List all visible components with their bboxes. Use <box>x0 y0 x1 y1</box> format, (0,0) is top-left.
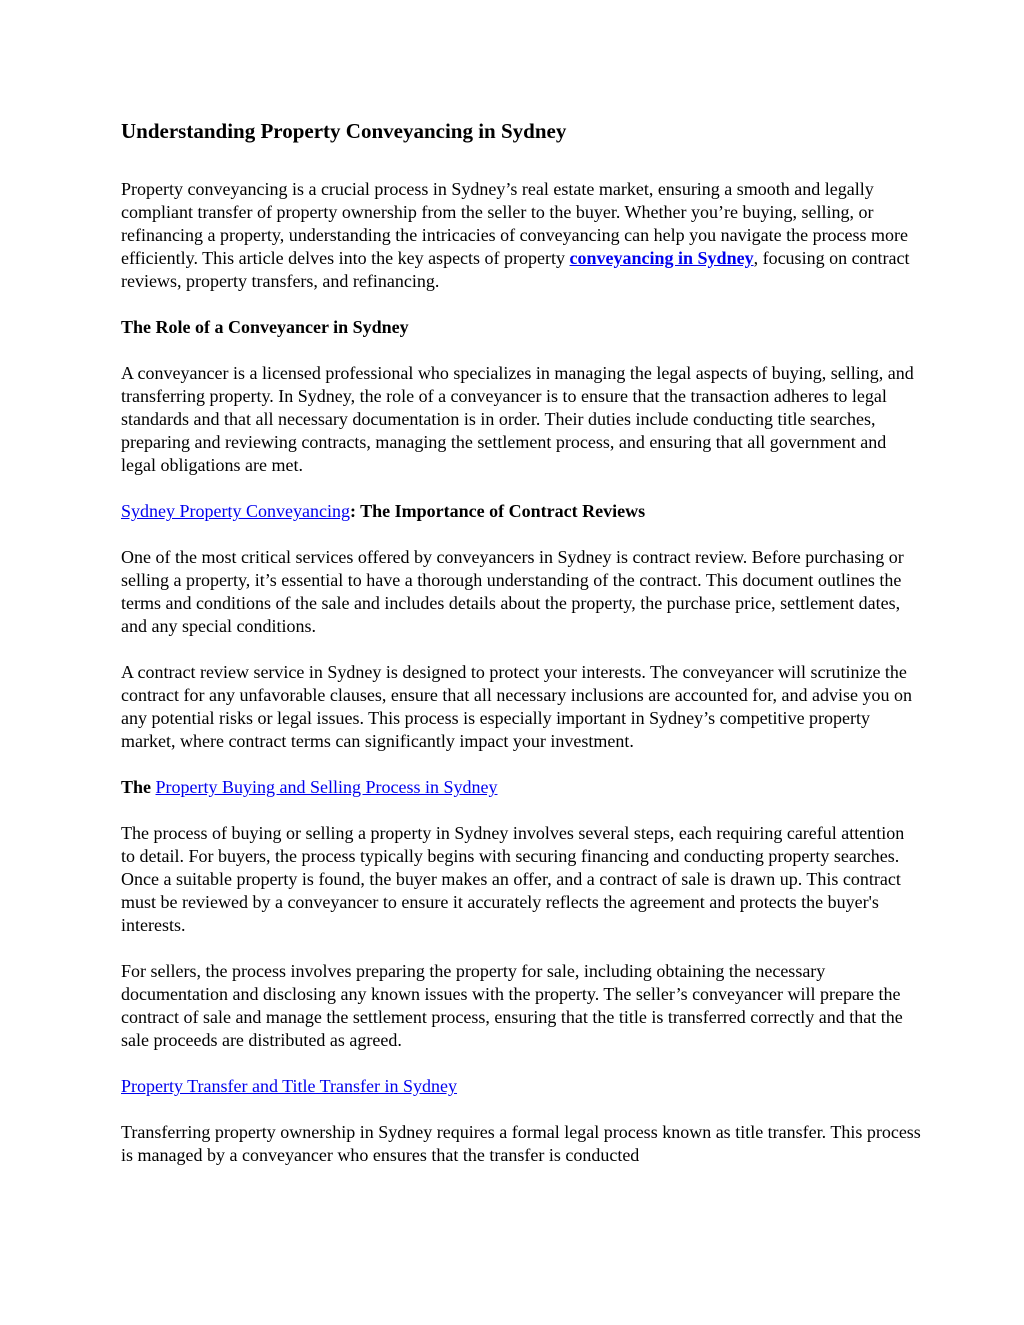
intro-paragraph <box>121 178 921 293</box>
buying-selling-process-link[interactable]: Property Buying and Selling Process in Sydney <box>155 777 498 797</box>
buying-paragraph-1: The process of buying or selling a property in Sydney involves several steps, each requiring careful attention to detail. For buyers, the process typically begins with securing financing and conducting property searches. Once a suitable property is found, the buyer makes an offer, and a contract of sale is drawn up. This contract must be reviewed by a conveyancer to ensure it accurately reflects the agreement and protects the buyer's interests. <box>121 823 905 935</box>
role-heading: The Role of a Conveyancer in Sydney <box>121 317 409 337</box>
buying-heading-prefix: The <box>121 777 156 797</box>
property-transfer-link[interactable]: Property Transfer and Title Transfer in Sydney <box>121 1076 458 1096</box>
role-paragraph: A conveyancer is a licensed professional who specializes in managing the legal aspects of buying, selling, and transferring property. In Sydney, the role of a conveyancer is to ensure that the transaction adheres to legal standards and that all necessary documentation is in order. Their duties include conducting title searches, preparing and reviewing contracts, managing the settlement process, and ensuring that all government and legal obligations are met. <box>121 363 914 475</box>
document-title: Understanding Property Conveyancing in Sydney <box>121 119 567 143</box>
contract-paragraph-2: A contract review service in Sydney is designed to protect your interests. The conveyancer will scrutinize the contract for any unfavorable clauses, ensure that all necessary inclusions are accounted for, and advise you on any potential risks or legal issues. This process is especially important in Sydney’s competitive property market, where contract terms can significantly impact your investment. <box>121 662 912 751</box>
contract-paragraph-1: One of the most critical services offered by conveyancers in Sydney is contract review. Before purchasing or selling a property, it’s essential to have a thorough understanding of the contract. This document outlines the terms and conditions of the sale and includes details about the property, the purchase price, settlement dates, and any special conditions. <box>121 547 904 636</box>
intro-text-before-link: Property conveyancing is a crucial process in Sydney’s real estate market, ensuring a smooth and legally compliant transfer of property ownership from the seller to the buyer. Whether you’re buying, selling, or refinancing a property, understanding the intricacies of conveyancing can help you navigate the process more efficiently. This article delves into the key aspects of property <box>121 179 909 268</box>
buying-heading <box>121 776 921 799</box>
contract-heading-rest: : The Importance of Contract Reviews <box>349 501 646 521</box>
document-page <box>121 116 921 1190</box>
transfer-paragraph: Transferring property ownership in Sydney requires a formal legal process known as title transfer. This process is managed by a conveyancer who ensures that the transfer is conducted <box>121 1122 921 1165</box>
intro-text-after-link: , focusing on contract reviews, property transfers, and refinancing. <box>121 248 910 291</box>
buying-paragraph-2: For sellers, the process involves preparing the property for sale, including obtaining the necessary documentation and disclosing any known issues with the property. The seller’s conveyancer will prepare the contract of sale and manage the settlement process, ensuring that the title is transferred correctly and that the sale proceeds are distributed as agreed. <box>121 961 903 1050</box>
conveyancing-in-sydney-link[interactable]: conveyancing in Sydney <box>569 248 754 268</box>
sydney-property-conveyancing-link[interactable]: Sydney Property Conveyancing <box>121 501 350 521</box>
contract-heading <box>121 500 921 523</box>
transfer-heading <box>121 1075 921 1098</box>
